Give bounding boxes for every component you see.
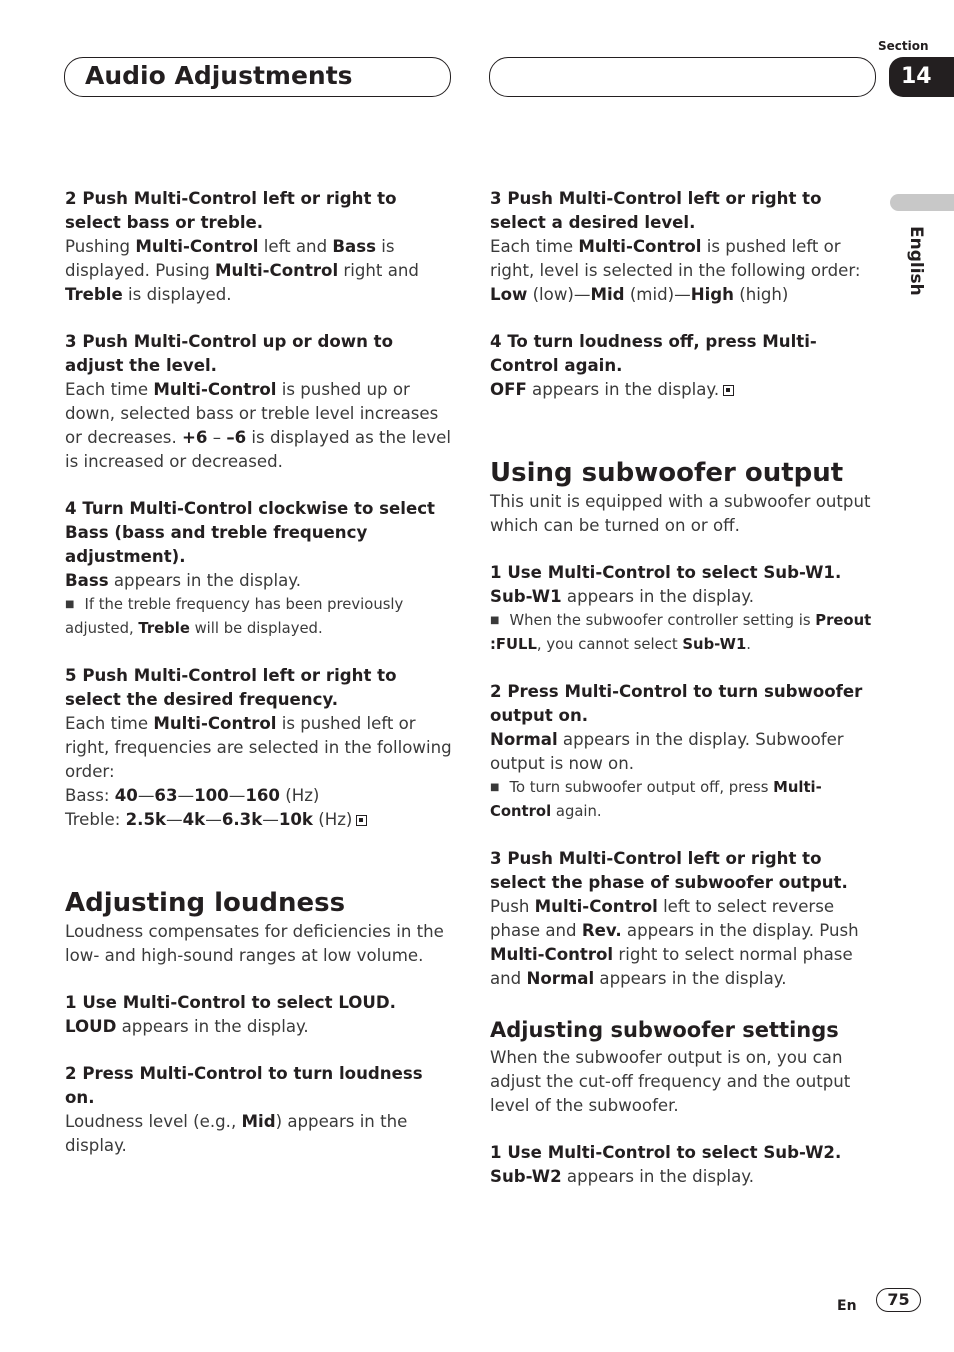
loud-step-1-title: 1 Use Multi-Control to select LOUD. bbox=[65, 993, 396, 1012]
text-run: appears in the display. bbox=[116, 1017, 309, 1036]
loud-step-3-body bbox=[490, 235, 882, 283]
step-2-body bbox=[65, 235, 457, 307]
text-run: appears in the display. bbox=[526, 380, 720, 399]
bold-term: Treble bbox=[138, 620, 190, 637]
text-run: Each time bbox=[65, 714, 154, 733]
sub-step-1-title: 1 Use Multi-Control to select Sub-W1. bbox=[490, 563, 842, 582]
bold-term: 160 bbox=[245, 786, 280, 805]
text-run: Bass: bbox=[65, 786, 115, 805]
text-run: will be displayed. bbox=[189, 620, 323, 637]
text-run: is pushed up or down, selected bass or treble level increases or decreases. bbox=[65, 380, 439, 447]
end-mark-icon bbox=[723, 385, 734, 396]
bold-term: OFF bbox=[490, 380, 527, 399]
text-run: Treble: bbox=[65, 810, 126, 829]
sub-step-2-body bbox=[490, 728, 882, 776]
settings-step-1-body bbox=[490, 1165, 882, 1189]
text-run: is pushed left or right, level is selected in the following order: bbox=[490, 237, 861, 280]
text-run: , you cannot select bbox=[536, 636, 683, 653]
bold-term: Multi-Control bbox=[153, 380, 277, 399]
text-run: left and bbox=[258, 237, 333, 256]
loud-step-2-title: 2 Press Multi-Control to turn loudness on. bbox=[65, 1064, 423, 1107]
bold-term: LOUD bbox=[65, 1017, 117, 1036]
text-run: is displayed. bbox=[122, 285, 232, 304]
text-run: appears in the display. bbox=[561, 1167, 755, 1186]
bold-term: Sub-W2 bbox=[490, 1167, 562, 1186]
loud-level-order bbox=[490, 283, 882, 307]
text-run: — bbox=[262, 810, 279, 829]
step-2-title: 2 Push Multi-Control left or right to select bass or treble. bbox=[65, 189, 397, 232]
step-5-title: 5 Push Multi-Control left or right to select the desired frequency. bbox=[65, 666, 397, 709]
bold-term: Bass bbox=[332, 237, 376, 256]
heading-adjusting-subwoofer-settings: Adjusting subwoofer settings bbox=[490, 1018, 839, 1042]
bold-term: Sub-W1 bbox=[682, 636, 747, 653]
text-run: — bbox=[166, 810, 183, 829]
bold-term: Normal bbox=[490, 730, 558, 749]
bold-term: Normal bbox=[526, 969, 595, 988]
bold-term: 2.5k bbox=[125, 810, 167, 829]
page-number: 75 bbox=[876, 1288, 921, 1312]
text-run: is pushed left or right, frequencies are selected in the following order: bbox=[65, 714, 452, 781]
text-run: To turn subwoofer output off, press bbox=[509, 779, 774, 796]
bold-term: 10k bbox=[278, 810, 313, 829]
text-run: – bbox=[207, 428, 227, 447]
bold-term: –6 bbox=[226, 428, 247, 447]
bold-term: 4k bbox=[182, 810, 206, 829]
text-run: Pushing bbox=[65, 237, 136, 256]
bold-term: Bass bbox=[65, 571, 109, 590]
text-run: (Hz) bbox=[279, 786, 320, 805]
text-run: right to select normal phase and bbox=[490, 945, 853, 988]
section-label: Section bbox=[878, 39, 929, 53]
bold-term: Multi-Control bbox=[578, 237, 702, 256]
bold-term: Treble bbox=[65, 285, 123, 304]
bold-term: Multi-Control bbox=[153, 714, 277, 733]
bass-frequency-order bbox=[65, 784, 457, 808]
note-bullet-icon: ■ bbox=[490, 782, 500, 793]
bold-term: Multi-Control bbox=[534, 897, 658, 916]
text-run: again. bbox=[551, 803, 602, 820]
step-5-body bbox=[65, 712, 457, 784]
text-run: is displayed. Pusing bbox=[65, 237, 395, 280]
text-run: ) appears in the display. bbox=[65, 1112, 408, 1155]
text-run: — bbox=[228, 786, 246, 805]
loud-step-1-body bbox=[65, 1015, 457, 1039]
text-run: Loudness level (e.g., bbox=[65, 1112, 242, 1131]
text-run: Each time bbox=[65, 380, 154, 399]
bold-term: Preout :FULL bbox=[490, 612, 872, 653]
left-column bbox=[65, 187, 457, 1158]
end-mark-icon bbox=[356, 815, 367, 826]
loudness-intro: Loudness compensates for deficiencies in the low- and high-sound ranges at low volume. bbox=[65, 922, 444, 965]
bold-term: Sub-W1 bbox=[490, 587, 562, 606]
step-4-note bbox=[65, 593, 457, 641]
section-number-tab: 14 bbox=[889, 57, 954, 97]
settings-step-1-title: 1 Use Multi-Control to select Sub-W2. bbox=[490, 1143, 842, 1162]
bold-term: 6.3k bbox=[221, 810, 263, 829]
note-bullet-icon: ■ bbox=[65, 599, 75, 610]
loud-step-4-title: 4 To turn loudness off, press Multi-Control again. bbox=[490, 332, 817, 375]
heading-adjusting-loudness: Adjusting loudness bbox=[65, 888, 346, 918]
sub-step-3-body bbox=[490, 895, 882, 991]
subwoofer-intro: This unit is equipped with a subwoofer output which can be turned on or off. bbox=[490, 492, 871, 535]
step-3-body bbox=[65, 378, 457, 474]
text-run: appears in the display. Push bbox=[621, 921, 859, 940]
text-run: Each time bbox=[490, 237, 579, 256]
text-run: right and bbox=[338, 261, 419, 280]
bold-term: Multi-Control bbox=[135, 237, 259, 256]
text-run: (low)— bbox=[527, 285, 591, 304]
bold-term: 63 bbox=[154, 786, 178, 805]
text-run: appears in the display. bbox=[561, 587, 755, 606]
note-bullet-icon: ■ bbox=[490, 615, 500, 626]
text-run: — bbox=[137, 786, 155, 805]
right-column bbox=[490, 187, 882, 1189]
loud-step-2-body bbox=[65, 1110, 457, 1158]
text-run: (mid)— bbox=[624, 285, 691, 304]
footer-language-code: En bbox=[837, 1298, 857, 1314]
loud-step-3-title: 3 Push Multi-Control left or right to select a desired level. bbox=[490, 189, 822, 232]
text-run: . bbox=[746, 636, 751, 653]
step-4-body bbox=[65, 569, 457, 593]
loud-step-4-body bbox=[490, 378, 882, 402]
bold-term: Multi-Control bbox=[215, 261, 339, 280]
subwoofer-settings-intro: When the subwoofer output is on, you can adjust the cut-off frequency and the output level of the subwoofer. bbox=[490, 1048, 851, 1115]
treble-frequency-order bbox=[65, 808, 457, 832]
bold-term: +6 bbox=[182, 428, 208, 447]
bold-term: 100 bbox=[194, 786, 229, 805]
text-run: is displayed as the level is increased or decreased. bbox=[65, 428, 451, 471]
text-run: (high) bbox=[733, 285, 789, 304]
bold-term: Mid bbox=[241, 1112, 276, 1131]
step-4-title: 4 Turn Multi-Control clockwise to select Bass (bass and treble frequency adjustment). bbox=[65, 499, 435, 566]
sub-step-3-title: 3 Push Multi-Control left or right to select the phase of subwoofer output. bbox=[490, 849, 848, 892]
text-run: left to select reverse phase and bbox=[490, 897, 835, 940]
sub-step-2-title: 2 Press Multi-Control to turn subwoofer output on. bbox=[490, 682, 863, 725]
bold-term: 40 bbox=[114, 786, 138, 805]
text-run: — bbox=[177, 786, 195, 805]
text-run: (Hz) bbox=[312, 810, 353, 829]
sub-step-1-body bbox=[490, 585, 882, 609]
bold-term: Mid bbox=[590, 285, 625, 304]
language-tab-marker bbox=[890, 194, 954, 211]
text-run: appears in the display. bbox=[594, 969, 787, 988]
sub-step-1-note bbox=[490, 609, 882, 657]
text-run: If the treble frequency has been previously adjusted, bbox=[65, 596, 404, 637]
language-label: English bbox=[906, 226, 926, 296]
text-run: appears in the display. Subwoofer output is now on. bbox=[490, 730, 844, 773]
header-blank-frame bbox=[489, 57, 876, 97]
bold-term: Rev. bbox=[581, 921, 622, 940]
text-run: Push bbox=[490, 897, 535, 916]
text-run: When the subwoofer controller setting is bbox=[509, 612, 816, 629]
bold-term: Low bbox=[490, 285, 528, 304]
bold-term: Multi-Control bbox=[490, 779, 822, 820]
text-run: appears in the display. bbox=[108, 571, 301, 590]
heading-using-subwoofer-output: Using subwoofer output bbox=[490, 458, 844, 488]
text-run: — bbox=[205, 810, 222, 829]
header-title-frame bbox=[64, 57, 451, 97]
sub-step-2-note bbox=[490, 776, 882, 824]
step-3-title: 3 Push Multi-Control up or down to adjust the level. bbox=[65, 332, 394, 375]
page-title: Audio Adjustments bbox=[85, 61, 353, 90]
bold-term: Multi-Control bbox=[490, 945, 614, 964]
bold-term: High bbox=[690, 285, 734, 304]
